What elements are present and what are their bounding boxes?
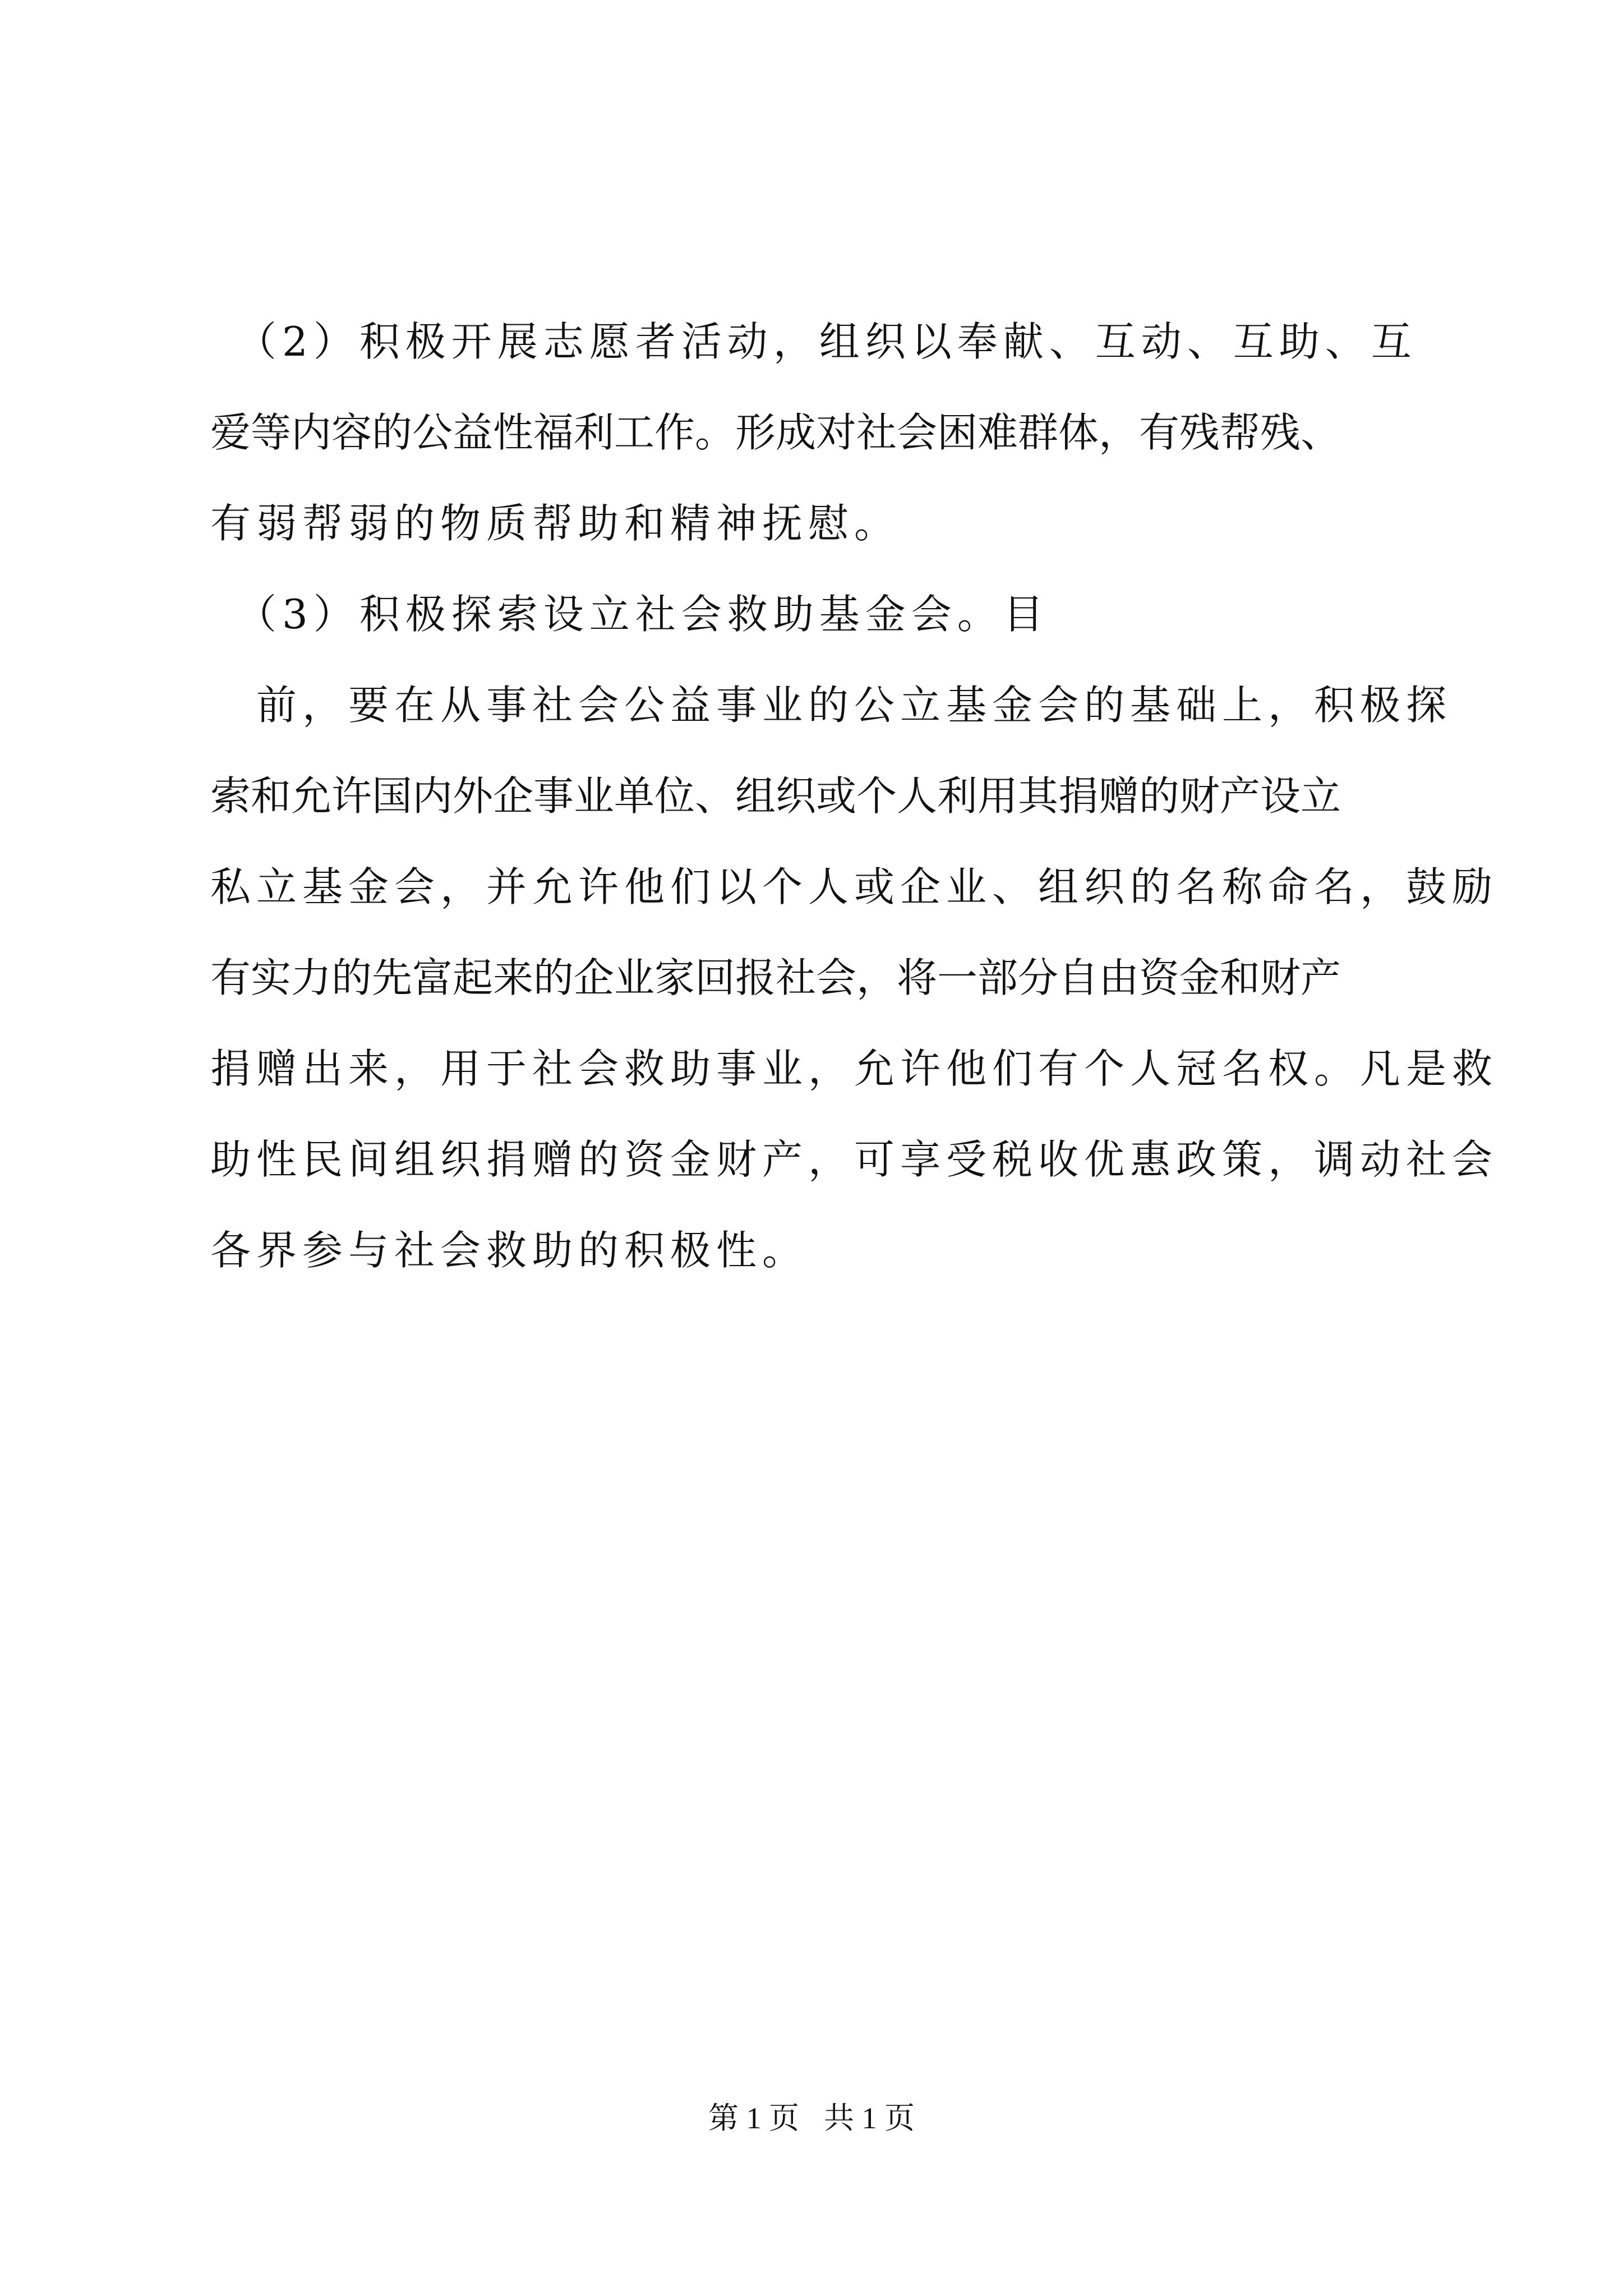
text-line-7: 私立基金会，并允许他们以个人或企业、组织的名称命名，鼓励 xyxy=(210,863,1498,910)
text-line-5: 前，要在从事社会公益事业的公立基金会的基础上，积极探 xyxy=(210,682,1453,729)
text-line-11: 各界参与社会救助的积极性。 xyxy=(210,1227,809,1274)
text-line-10: 助性民间组织捐赠的资金财产，可享受税收优惠政策，调动社会 xyxy=(210,1136,1498,1183)
page-footer xyxy=(0,2096,1623,2141)
text-line-6: 索和允许国内外企事业单位、组织或个人利用其捐赠的财产设立 xyxy=(210,772,1341,820)
text-line-4: （3）积极探索设立社会救助基金会。目 xyxy=(210,591,1049,638)
text-line-8: 有实力的先富起来的企业家回报社会，将一部分自由资金和财产 xyxy=(210,954,1341,1001)
text-line-3: 有弱帮弱的物质帮助和精神抚慰。 xyxy=(210,500,901,547)
page-total: 共 1 页 xyxy=(824,2101,915,2135)
document-body xyxy=(210,296,1498,1296)
text-line-9: 捐赠出来，用于社会救助事业，允许他们有个人冠名权。凡是救 xyxy=(210,1045,1498,1092)
page-number: 第 1 页 xyxy=(708,2101,799,2135)
text-line-1: （2）积极开展志愿者活动，组织以奉献、互动、互助、互 xyxy=(210,318,1417,365)
text-line-2: 爱等内容的公益性福利工作。形成对社会困难群体，有残帮残、 xyxy=(210,409,1341,456)
